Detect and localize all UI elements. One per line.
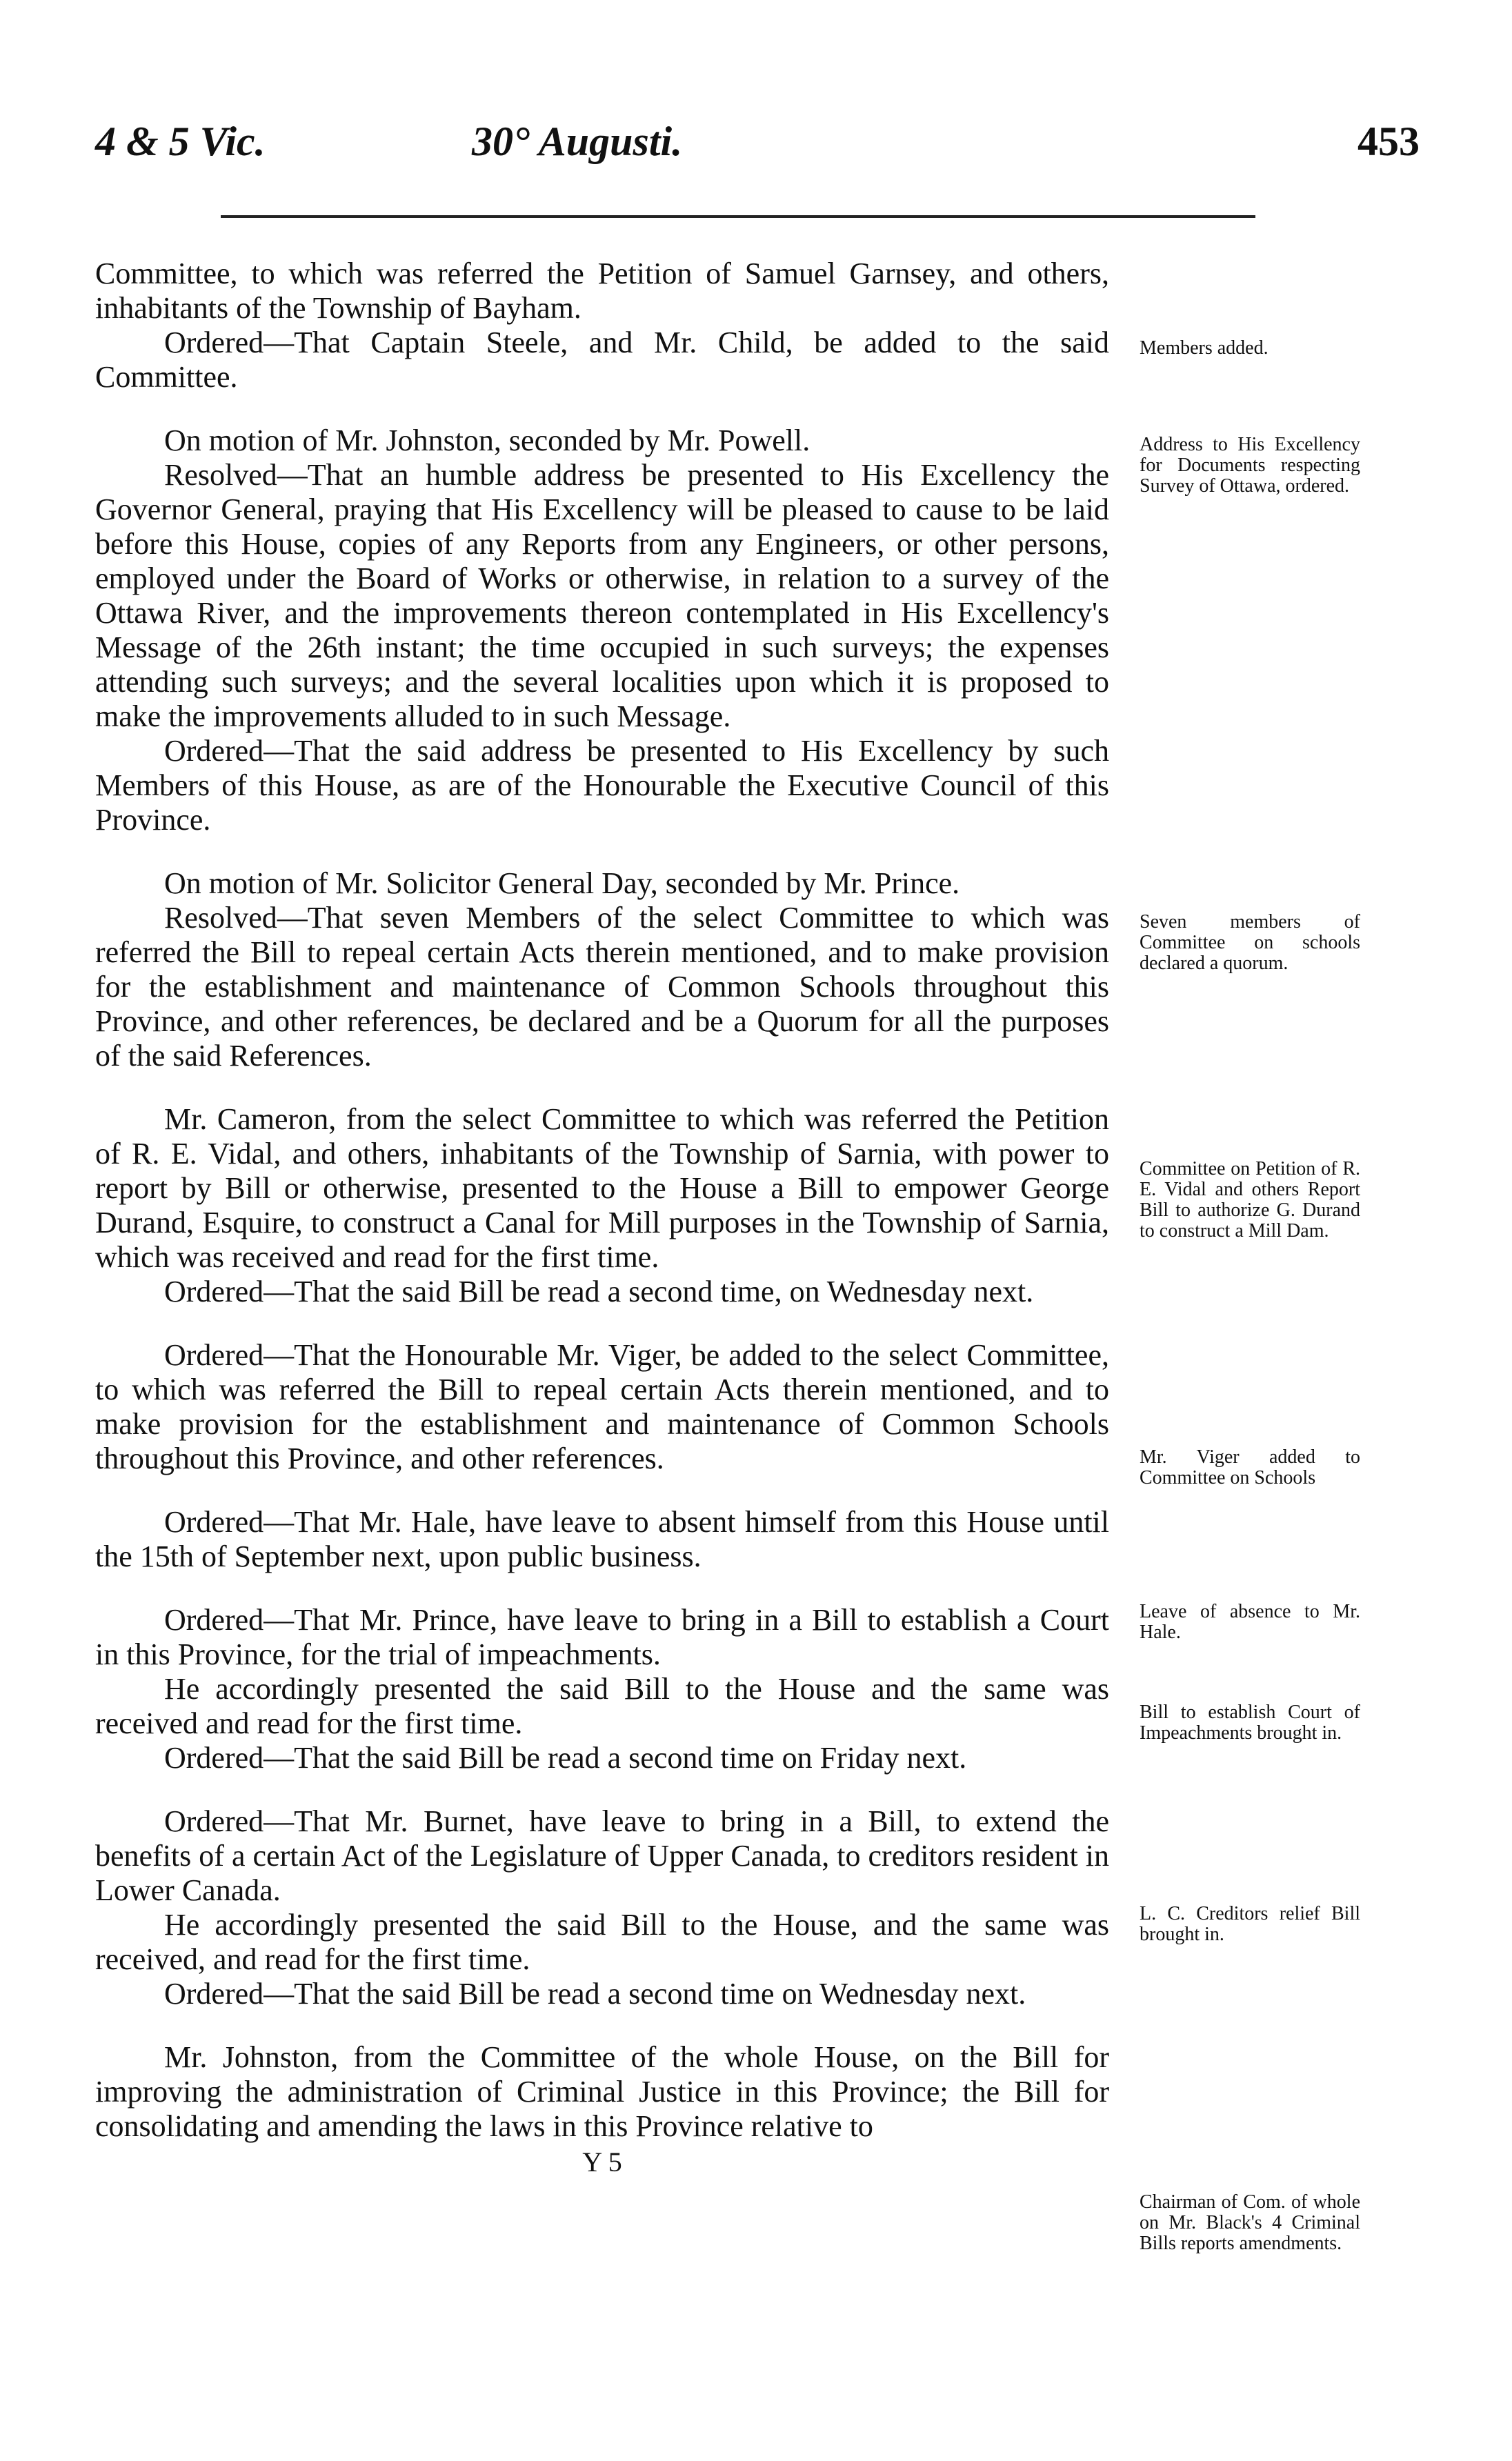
paragraph-prince-presented: He accordingly presented the said Bill to the House and the same was received and read for the first time. bbox=[95, 1672, 1109, 1740]
margin-note-impeachments: Bill to establish Court of Impeachments brought in. bbox=[1140, 1702, 1360, 1744]
margin-note-vidal-petition: Committee on Petition of R. E. Vidal and others Report Bill to authorize G. Durand to construct a Mill Dam. bbox=[1140, 1158, 1360, 1242]
page-number: 453 bbox=[1357, 119, 1420, 164]
paragraph-viger-added: Ordered—That the Honourable Mr. Viger, be added to the select Committee, to which was referred the Bill to repeal certain Acts therein mentioned, and to make provision for the establishment and maintenance of Common Schools throughout this Province, and other references. bbox=[95, 1338, 1109, 1475]
paragraph-ordered-address: Ordered—That the said address be presented to His Excellency by such Members of this House, as are of the Honourable the Executive Council of this Province. bbox=[95, 734, 1109, 837]
margin-note-criminal-bills: Chairman of Com. of whole on Mr. Black's 4 Criminal Bills reports amendments. bbox=[1140, 2191, 1360, 2254]
paragraph-second-reading-wednesday: Ordered—That the said Bill be read a second time, on Wednesday next. bbox=[164, 1275, 1034, 1308]
paragraph-burnet-bill: Ordered—That Mr. Burnet, have leave to bring in a Bill, to extend the benefits of a certain Act of the Legislature of Upper Canada, to creditors resident in Lower Canada. bbox=[95, 1804, 1109, 1907]
paragraph-motion-day: On motion of Mr. Solicitor General Day, seconded by Mr. Prince. bbox=[164, 866, 960, 900]
paragraph-motion-johnston: On motion of Mr. Johnston, seconded by Mr. Powell. bbox=[164, 424, 810, 457]
paragraph-resolved-address: Resolved—That an humble address be presented to His Excellency the Governor General, praying that His Excellency will be pleased to cause to be laid before this House, copies of any Reports from any Engineers, or other persons, employed under the Board of Works or otherwise, in relation to a survey of the Ottawa River, and the improvements thereon contemplated in His Excellency's Message of the 26th instant; the time occupied in such surveys; the expenses attending such surveys; and the several localities upon which it is proposed to make the improvements alluded to in such Message. bbox=[95, 458, 1109, 733]
paragraph-prince-second-reading: Ordered—That the said Bill be read a second time on Friday next. bbox=[164, 1741, 967, 1775]
paragraph-burnet-presented: He accordingly presented the said Bill to the House, and the same was received, and read for the first time. bbox=[95, 1908, 1109, 1976]
paragraph-prince-bill: Ordered—That Mr. Prince, have leave to bring in a Bill to establish a Court in this Province, for the trial of impeachments. bbox=[95, 1603, 1109, 1671]
paragraph-members-added: Ordered—That Captain Steele, and Mr. Child, be added to the said Committee. bbox=[95, 326, 1109, 394]
margin-note-creditors-relief: L. C. Creditors relief Bill brought in. bbox=[1140, 1903, 1360, 1945]
header-rule bbox=[221, 215, 1255, 218]
margin-note-quorum: Seven members of Committee on schools declared a quorum. bbox=[1140, 911, 1360, 974]
paragraph-cameron-report: Mr. Cameron, from the select Committee to which was referred the Petition of R. E. Vidal, and others, inhabitants of the Township of Sarnia, with power to report by Bill or otherwise, presented to the House a Bill to empower George Durand, Esquire, to construct a Canal for Mill purposes in the Township of Sarnia, which was received and read for the first time. bbox=[95, 1102, 1109, 1274]
header-regnal-year: 4 & 5 Vic. bbox=[95, 119, 266, 164]
header-date: 30° Augusti. bbox=[472, 119, 683, 164]
paragraph-burnet-second-reading: Ordered—That the said Bill be read a second time on Wednesday next. bbox=[164, 1977, 1026, 2011]
margin-note-address-survey: Address to His Excellency for Documents respecting Survey of Ottawa, ordered. bbox=[1140, 434, 1360, 497]
signature-mark: Y 5 bbox=[582, 2146, 622, 2178]
margin-note-viger-added: Mr. Viger added to Committee on Schools bbox=[1140, 1446, 1360, 1488]
paragraph-hale-leave: Ordered—That Mr. Hale, have leave to absent himself from this House until the 15th of September next, upon public business. bbox=[95, 1505, 1109, 1573]
margin-note-members-added: Members added. bbox=[1140, 337, 1269, 359]
journal-text bbox=[95, 257, 1109, 2180]
page-header bbox=[95, 117, 1420, 179]
paragraph-johnston-report: Mr. Johnston, from the Committee of the whole House, on the Bill for improving the administration of Criminal Justice in this Province; the Bill for consolidating and amending the laws in this Province relative to bbox=[95, 2040, 1109, 2143]
paragraph-resolved-quorum: Resolved—That seven Members of the select Committee to which was referred the Bill to repeal certain Acts therein mentioned, and to make provision for the establishment and maintenance of Common Schools throughout this Province, and other references, be declared and be a Quorum for all the purposes of the said References. bbox=[95, 901, 1109, 1073]
paragraph-garnsey-petition: Committee, to which was referred the Petition of Samuel Garnsey, and others, inhabitants of the Township of Bayham. bbox=[95, 257, 1109, 325]
margin-note-hale-leave: Leave of absence to Mr. Hale. bbox=[1140, 1601, 1360, 1643]
